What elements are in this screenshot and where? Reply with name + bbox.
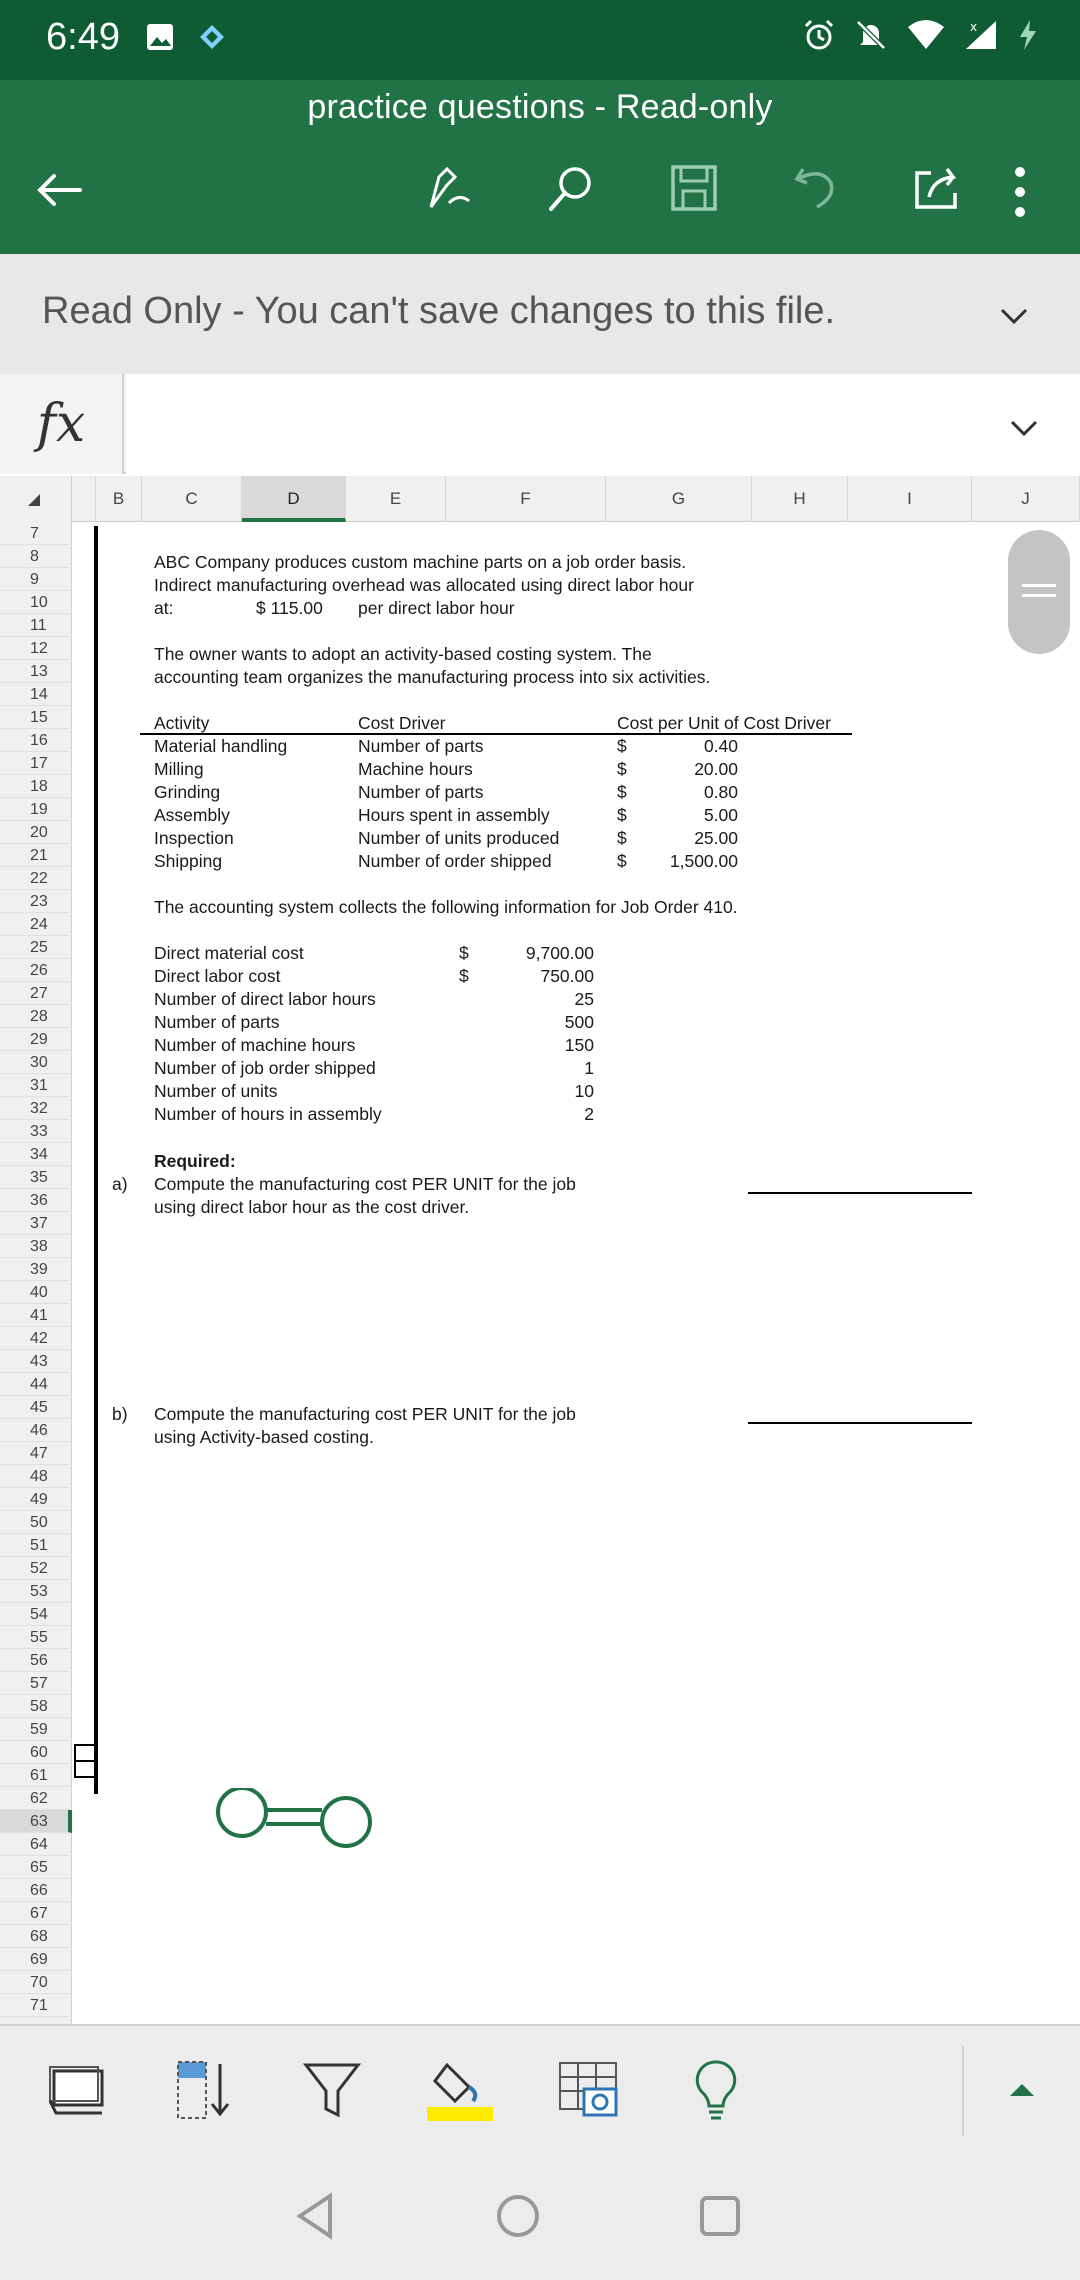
read-only-message: Read Only - You can't save changes to this file. [42,290,836,332]
more-options-button[interactable] [1008,162,1032,222]
question-a-line-1: Compute the manufacturing cost PER UNIT for the job [154,1174,576,1194]
column-header-f[interactable]: F [446,476,606,522]
row-header-25[interactable]: 25 [0,936,72,959]
activity-cost-currency: $ [617,782,627,802]
battery-charging-icon [1016,18,1040,57]
row-header-14[interactable]: 14 [0,683,72,706]
sheet-border-left [94,526,98,1794]
column-header-b[interactable]: B [96,476,142,522]
activity-cost-currency: $ [617,851,627,871]
activity-cost-driver: Number of order shipped [358,851,552,871]
row-header-9[interactable]: 9 [0,568,72,591]
column-header-j[interactable]: J [972,476,1080,522]
filter-button[interactable] [296,2054,368,2126]
formula-input[interactable] [126,374,1080,474]
spreadsheet-grid[interactable] [0,476,1080,2024]
row-header-28[interactable]: 28 [0,1005,72,1028]
job-info-value: 150 [564,1035,594,1055]
wifi-icon [906,19,946,56]
row-header-66[interactable]: 66 [0,1879,72,1902]
activity-name: Material handling [154,736,288,756]
row-header-63[interactable]: 63 [0,1810,72,1833]
question-b-line-2: using Activity-based costing. [154,1427,374,1447]
table-header-cost-per-unit: Cost per Unit of Cost Driver [617,713,831,733]
row-header-55[interactable]: 55 [0,1626,72,1649]
column-header-c[interactable]: C [142,476,242,522]
row-header-11[interactable]: 11 [0,614,72,637]
row-header-51[interactable]: 51 [0,1534,72,1557]
sort-button[interactable] [168,2054,240,2126]
home-circle-icon [492,2190,544,2242]
row-header-35[interactable]: 35 [0,1166,72,1189]
column-header-e[interactable]: E [346,476,446,522]
row-header-48[interactable]: 48 [0,1465,72,1488]
row-header-26[interactable]: 26 [0,959,72,982]
freeze-panes-button[interactable] [40,2054,112,2126]
recents-square-icon [694,2190,746,2242]
owner-line-1: The owner wants to adopt an activity-based costing system. The [154,644,652,664]
activity-cost-driver: Number of parts [358,736,484,756]
row-header-19[interactable]: 19 [0,798,72,821]
table-camera-icon [556,2059,620,2121]
row-header-37[interactable]: 37 [0,1212,72,1235]
row-header-36[interactable]: 36 [0,1189,72,1212]
undo-button[interactable] [786,158,846,218]
row-header-60[interactable]: 60 [0,1741,72,1764]
row-header-24[interactable]: 24 [0,913,72,936]
activity-name: Milling [154,759,204,779]
activity-name: Inspection [154,828,234,848]
job-info-value: 500 [564,1012,594,1032]
row-header-68[interactable]: 68 [0,1925,72,1948]
edit-pen-button[interactable] [420,158,480,218]
sheet-border-tick [74,1744,96,1746]
intro-line-2: Indirect manufacturing overhead was allocated using direct labor hour [154,575,694,595]
row-header-13[interactable]: 13 [0,660,72,683]
question-a-line-2: using direct labor hour as the cost driver. [154,1197,470,1217]
signal-icon [964,19,998,56]
row-header-45[interactable]: 45 [0,1396,72,1419]
back-button[interactable] [30,160,90,220]
row-header-71[interactable]: 71 [0,1994,72,2017]
sheet-border-tick [74,1744,76,1776]
save-button[interactable] [664,158,724,218]
job-info-value: 1 [584,1058,594,1078]
answer-b-line [748,1422,972,1424]
selection-handles[interactable] [212,1788,376,1848]
row-header-57[interactable]: 57 [0,1672,72,1695]
more-vertical-icon [1008,162,1032,222]
activity-cost-value: 25.00 [694,828,738,848]
nav-home-button[interactable] [492,2190,544,2247]
toolbar-divider [962,2046,964,2136]
sheet-border-tick [74,1776,96,1778]
activity-cost-driver: Number of units produced [358,828,560,848]
row-header-17[interactable]: 17 [0,752,72,775]
row-header-69[interactable]: 69 [0,1948,72,1971]
activity-name: Shipping [154,851,223,871]
job-info-label: Direct material cost [154,943,304,963]
activity-cost-driver: Hours spent in assembly [358,805,550,825]
job-info-label: Number of job order shipped [154,1058,376,1078]
row-header-bar [0,522,72,2024]
question-a-label: a) [112,1174,128,1194]
row-header-22[interactable]: 22 [0,867,72,890]
overhead-rate: $ 115.00 [256,598,323,618]
system-nav-bar [0,2152,1080,2280]
column-header-d[interactable]: D [242,476,346,522]
row-header-70[interactable]: 70 [0,1971,72,1994]
table-header-cost-driver: Cost Driver [358,713,446,733]
column-header-a[interactable] [72,476,96,522]
activity-cost-currency: $ [617,805,627,825]
read-only-banner[interactable] [0,254,1080,374]
row-header-49[interactable]: 49 [0,1488,72,1511]
bottom-toolbar [0,2024,1080,2152]
save-icon [669,163,719,213]
activity-cost-value: 0.80 [703,782,738,802]
row-header-41[interactable]: 41 [0,1304,72,1327]
column-header-bar [0,476,1080,522]
activity-cost-driver: Number of parts [358,782,484,802]
document-title: practice questions - Read-only [307,88,773,126]
mute-notification-icon [854,18,888,57]
row-header-34[interactable]: 34 [0,1143,72,1166]
row-header-31[interactable]: 31 [0,1074,72,1097]
row-header-47[interactable]: 47 [0,1442,72,1465]
row-header-44[interactable]: 44 [0,1373,72,1396]
row-header-42[interactable]: 42 [0,1327,72,1350]
column-header-i[interactable]: I [848,476,972,522]
activity-cost-value: 5.00 [703,805,738,825]
tell-me-button[interactable] [680,2054,752,2126]
row-header-27[interactable]: 27 [0,982,72,1005]
fx-icon[interactable]: fx [0,374,124,474]
activity-cost-currency: $ [617,759,627,779]
job-info-currency: $ [459,966,469,986]
share-icon [911,161,965,215]
undo-icon [791,163,841,213]
insert-picture-table-button[interactable] [552,2054,624,2126]
job-info-value: 9,700.00 [525,943,594,963]
expand-formula-chevron-icon[interactable] [1008,412,1040,444]
job-info-value: 750.00 [540,966,594,986]
row-header-52[interactable]: 52 [0,1557,72,1580]
job-info-label: Number of direct labor hours [154,989,376,1009]
owner-line-2: accounting team organizes the manufacturing process into six activities. [154,667,711,687]
activity-cost-value: 0.40 [703,736,738,756]
row-header-58[interactable]: 58 [0,1695,72,1718]
activity-cost-value: 20.00 [694,759,738,779]
row-header-23[interactable]: 23 [0,890,72,913]
sort-icon [172,2058,236,2122]
nav-recents-button[interactable] [694,2190,746,2247]
job-order-intro: The accounting system collects the following information for Job Order 410. [154,897,738,917]
scroll-handle[interactable] [1008,530,1070,654]
selection-handle-icon [212,1788,376,1848]
nav-back-button[interactable] [290,2190,342,2247]
row-header-20[interactable]: 20 [0,821,72,844]
answer-a-line [748,1192,972,1194]
row-header-15[interactable]: 15 [0,706,72,729]
column-header-h[interactable]: H [752,476,848,522]
row-header-7[interactable]: 7 [0,522,72,545]
expand-ribbon-button[interactable] [1008,2076,1036,2104]
freeze-panes-icon [46,2063,106,2117]
job-info-value: 2 [584,1104,594,1124]
row-header-21[interactable]: 21 [0,844,72,867]
row-header-64[interactable]: 64 [0,1833,72,1856]
row-header-67[interactable]: 67 [0,1902,72,1925]
chevron-down-icon[interactable] [998,300,1030,332]
question-b-label: b) [112,1404,128,1424]
activity-cost-currency: $ [617,828,627,848]
row-header-65[interactable]: 65 [0,1856,72,1879]
row-header-18[interactable]: 18 [0,775,72,798]
row-header-59[interactable]: 59 [0,1718,72,1741]
status-time: 6:49 [46,16,120,58]
row-header-30[interactable]: 30 [0,1051,72,1074]
row-header-50[interactable]: 50 [0,1511,72,1534]
sheet-border-tick [74,1760,96,1762]
share-button[interactable] [908,158,968,218]
row-header-32[interactable]: 32 [0,1097,72,1120]
row-header-54[interactable]: 54 [0,1603,72,1626]
row-header-12[interactable]: 12 [0,637,72,660]
activity-cost-currency: $ [617,736,627,756]
job-info-value: 10 [574,1081,594,1101]
formula-bar [0,374,1080,474]
filter-icon [302,2059,362,2121]
row-header-40[interactable]: 40 [0,1281,72,1304]
gallery-icon [145,22,175,57]
row-header-10[interactable]: 10 [0,591,72,614]
alarm-icon [802,18,836,57]
activity-cost-driver: Machine hours [358,759,473,779]
column-header-g[interactable]: G [606,476,752,522]
select-all-icon [28,494,40,506]
job-info-label: Number of machine hours [154,1035,356,1055]
app-toolbar [0,80,1080,254]
row-header-39[interactable]: 39 [0,1258,72,1281]
intro-line-3-label: at: [154,598,174,618]
pen-icon [425,163,475,213]
row-header-61[interactable]: 61 [0,1764,72,1787]
row-header-46[interactable]: 46 [0,1419,72,1442]
job-info-label: Number of hours in assembly [154,1104,382,1124]
caret-up-icon [1008,2076,1036,2104]
select-all-corner[interactable] [0,476,72,522]
overhead-rate-unit: per direct labor hour [358,598,515,618]
job-info-label: Number of parts [154,1012,280,1032]
row-header-33[interactable]: 33 [0,1120,72,1143]
activity-cost-value: 1,500.00 [669,851,738,871]
question-b-line-1: Compute the manufacturing cost PER UNIT for the job [154,1404,576,1424]
row-header-29[interactable]: 29 [0,1028,72,1051]
required-heading: Required: [154,1151,236,1171]
row-header-16[interactable]: 16 [0,729,72,752]
lightbulb-icon [691,2058,741,2122]
row-header-53[interactable]: 53 [0,1580,72,1603]
job-info-label: Number of units [154,1081,278,1101]
fill-color-button[interactable] [424,2054,496,2126]
job-info-currency: $ [459,943,469,963]
job-info-label: Direct labor cost [154,966,281,986]
row-header-56[interactable]: 56 [0,1649,72,1672]
back-triangle-icon [290,2190,342,2242]
activity-name: Grinding [154,782,221,802]
app-diamond-icon [197,22,227,57]
row-header-43[interactable]: 43 [0,1350,72,1373]
row-header-8[interactable]: 8 [0,545,72,568]
svg-text:x: x [970,20,978,34]
table-header-activity: Activity [154,713,210,733]
search-icon [545,161,599,215]
job-info-value: 25 [574,989,594,1009]
intro-line-1: ABC Company produces custom machine parts on a job order basis. [154,552,687,572]
status-bar [0,0,1080,80]
fill-color-icon [425,2057,495,2123]
activity-name: Assembly [154,805,230,825]
search-button[interactable] [542,158,602,218]
row-header-38[interactable]: 38 [0,1235,72,1258]
row-header-62[interactable]: 62 [0,1787,72,1810]
